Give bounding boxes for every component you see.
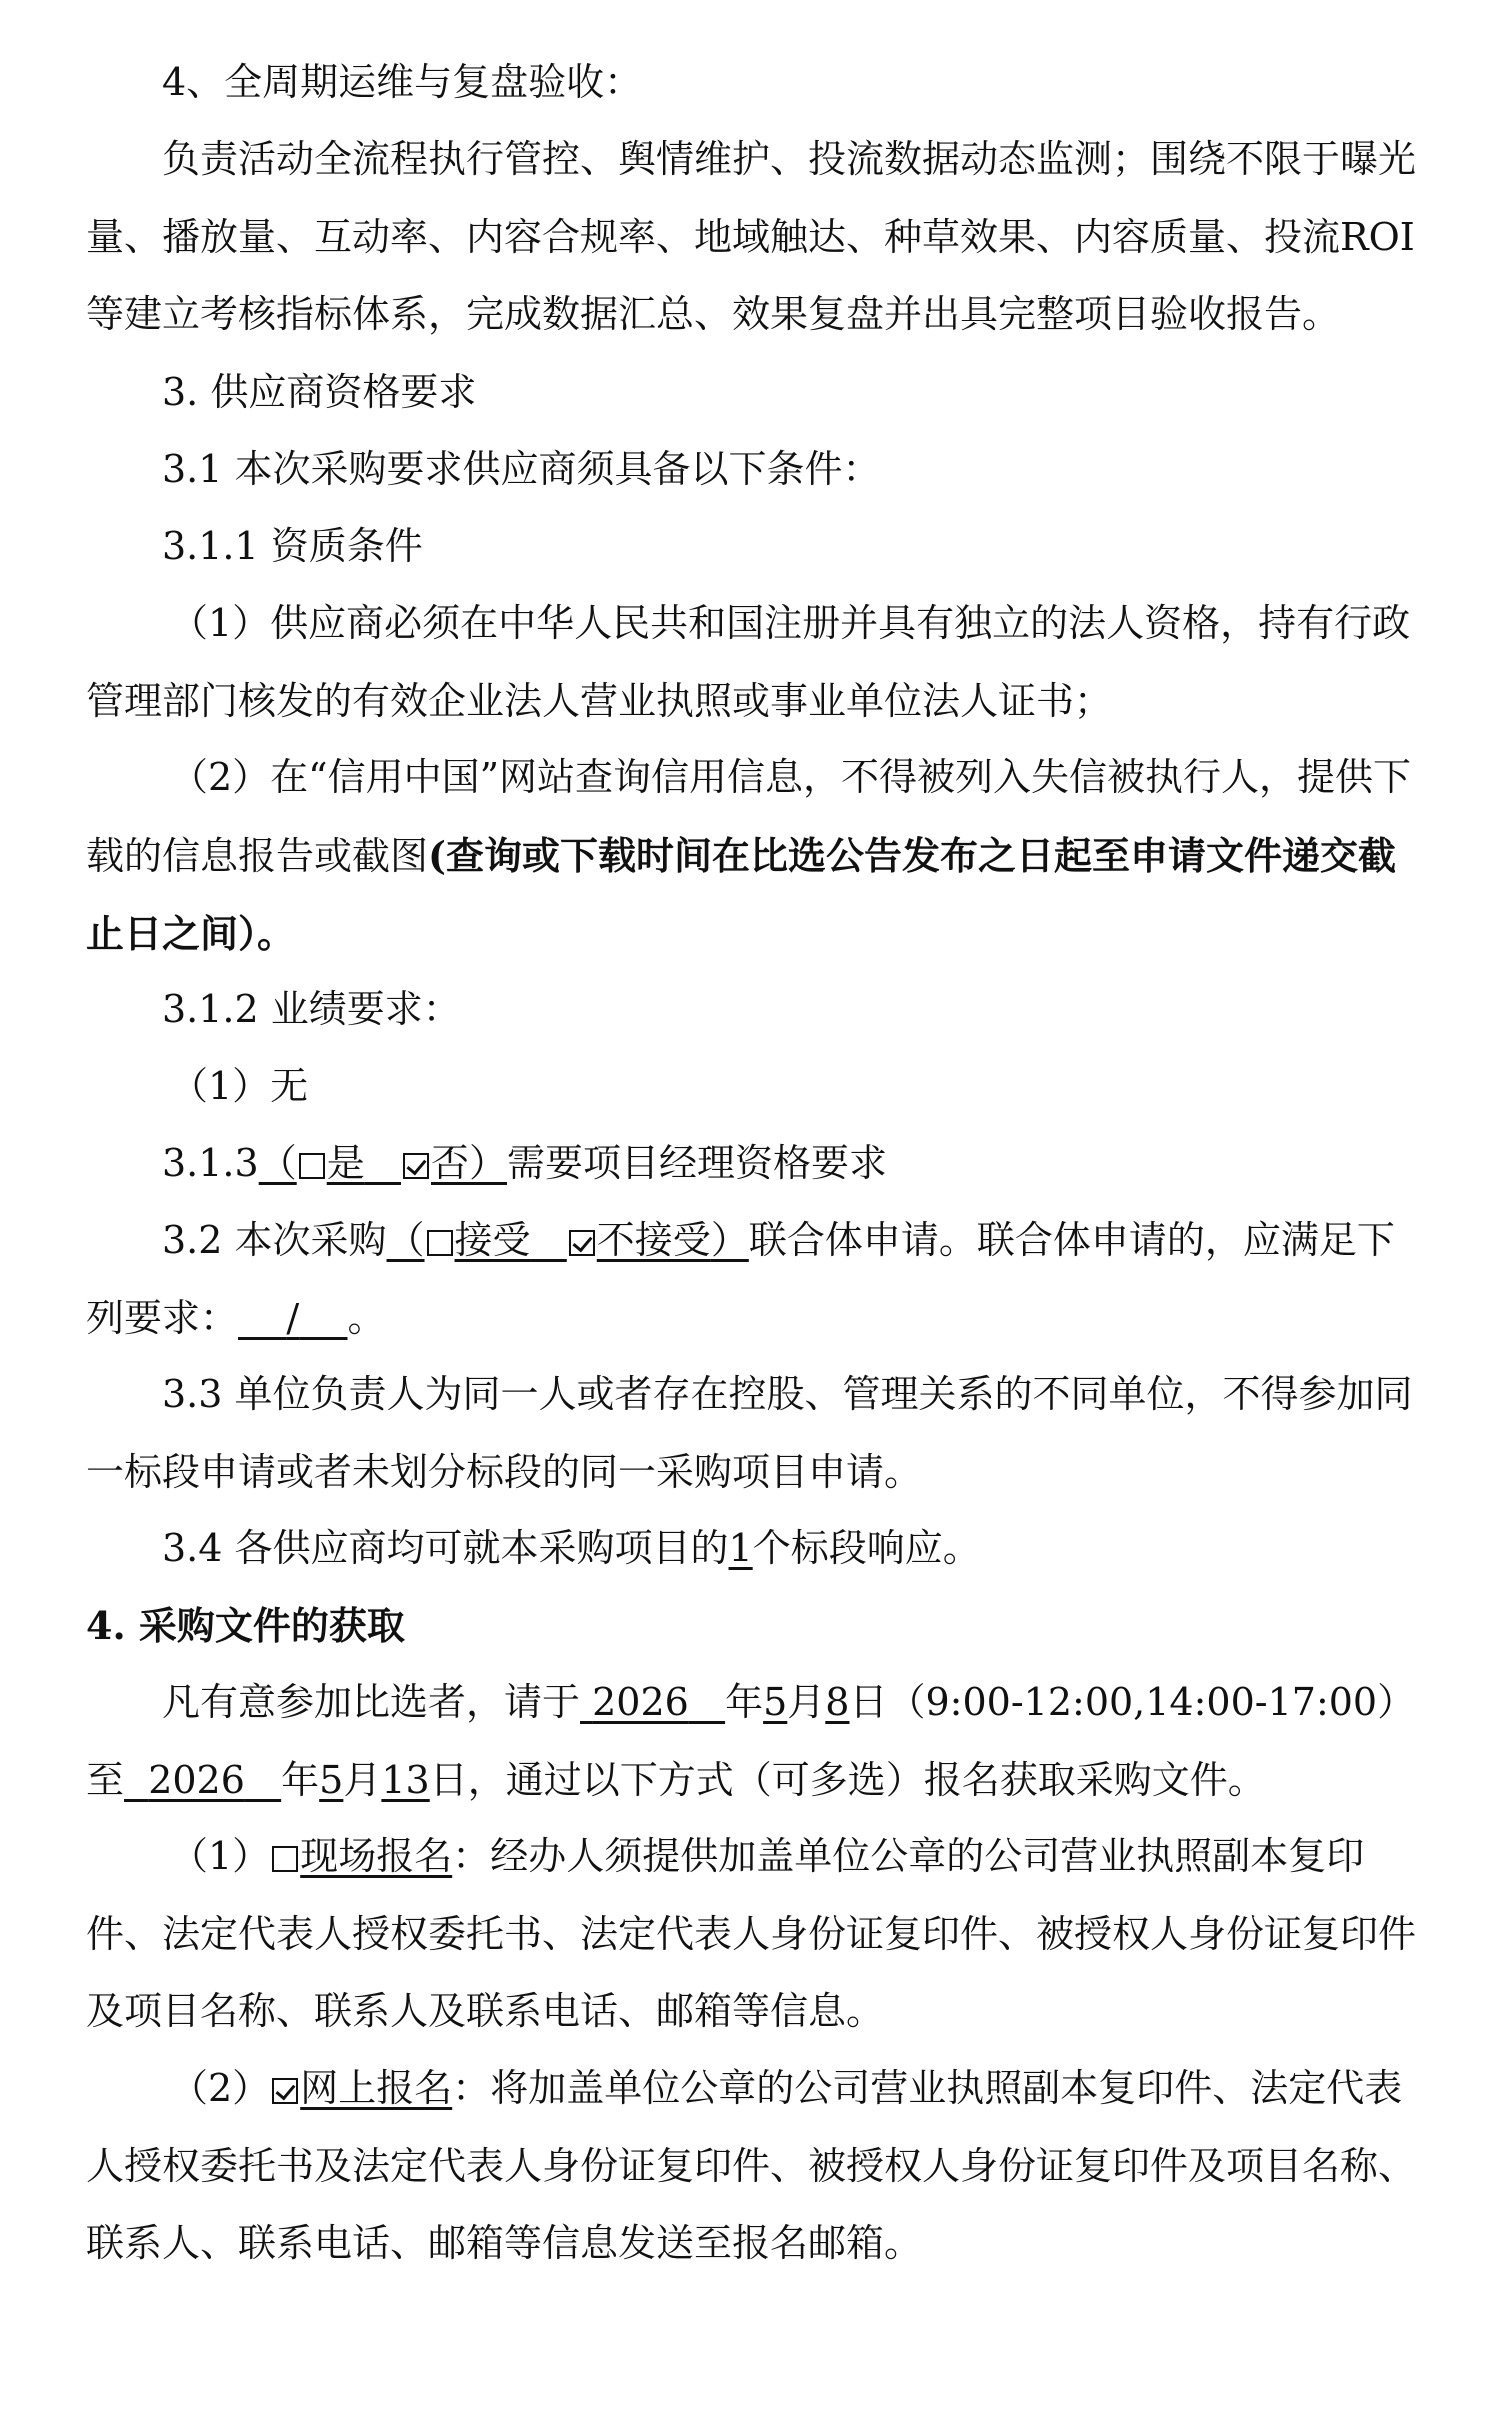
qualification-item-2-bold: (查询或下载时间在比选公告发布之日起至申请文件递交截止日之间）。 xyxy=(86,832,1396,956)
online-number: （2） xyxy=(170,2066,271,2110)
qualification-3-1-1 xyxy=(86,508,1421,586)
qualification-3-2-prefix: 3.2 本次采购 xyxy=(162,1218,387,1262)
qualification-3-1-3-suffix: 需要项目经理资格要求 xyxy=(507,1141,888,1185)
qualification-3-1-text: 3.1 本次采购要求供应商须具备以下条件： xyxy=(162,447,881,491)
qualification-3-1-3-prefix: 3.1.3 xyxy=(162,1141,259,1185)
onsite-text: ：经办人须提供加盖单位公章的公司营业执照副本复印件、法定代表人授权委托书、法定代表人身份证复印件、被授权人身份证复印件及项目名称、联系人及联系电话、邮箱等信息。 xyxy=(86,1834,1417,2033)
pm-no-checkbox[interactable] xyxy=(403,1153,429,1179)
consortium-accept-label: 接受 xyxy=(454,1218,531,1262)
ops-body xyxy=(86,121,1421,354)
online-text: ：将加盖单位公章的公司营业执照副本复印件、法定代表人授权委托书及法定代表人身份证复印件、被授权人身份证复印件及项目名称、联系人、联系电话、邮箱等信息发送至报名邮箱。 xyxy=(86,2066,1417,2265)
pm-yes-label: 是 xyxy=(326,1141,365,1185)
onsite-label: 现场报名 xyxy=(300,1834,453,1878)
start-day: 8 xyxy=(825,1680,850,1724)
ops-heading-text: 4、全周期运维与复盘验收： xyxy=(162,60,643,104)
ops-heading xyxy=(86,44,1421,122)
end-month: 5 xyxy=(319,1757,344,1802)
qualification-3-2: 3.2 本次采购（ 接受 不接受）联合体申请。联合体申请的，应满足下列要求： / 。 xyxy=(86,1202,1421,1357)
qualification-3-3-text: 3.3 单位负责人为同一人或者存在控股、管理关系的不同单位，不得参加同一标段申请或者未划分标段的同一采购项目申请。 xyxy=(86,1372,1413,1494)
registration-intro: 凡有意参加比选者，请于 xyxy=(162,1680,581,1724)
consortium-requirement-value: / xyxy=(286,1295,300,1340)
qualification-item-2-text: （2）在“信用中国”网站查询信用信息，不得被列入失信被执行人，提供下载的信息报告或截图 xyxy=(86,755,1412,878)
online-registration xyxy=(86,2050,1421,2283)
qualification-3-1-3 xyxy=(86,1125,1421,1203)
qualification-3-1-1-text: 3.1.1 资质条件 xyxy=(162,524,423,568)
pm-requirement-options: （ 是 否） xyxy=(258,1141,508,1185)
pm-yes-checkbox[interactable] xyxy=(299,1153,325,1179)
ops-body-text: 负责活动全流程执行管控、舆情维护、投流数据动态监测；围绕不限于曝光量、播放量、互动率、内容合规率、地域触达、种草效果、内容质量、投流ROI等建立考核指标体系，完成数据汇总、效果复盘并出具完整项目验收报告。 xyxy=(86,137,1417,336)
start-year-field xyxy=(580,1664,725,1742)
online-checkbox[interactable] xyxy=(272,2078,298,2104)
consortium-reject-checkbox[interactable] xyxy=(569,1230,595,1256)
consortium-reject-label: 不接受 xyxy=(596,1218,711,1262)
lot-count: 1 xyxy=(728,1526,753,1570)
registration-method-note: 日，通过以下方式（可多选）报名获取采购文件。 xyxy=(429,1757,1266,1802)
procurement-docs-heading-text: 4. 采购文件的获取 xyxy=(86,1603,405,1648)
qualification-3-2-suffix: 联合体申请。联合体申请的，应满足下列要求： xyxy=(86,1218,1395,1340)
qualification-3-4-prefix: 3.4 各供应商均可就本采购项目的 xyxy=(162,1526,729,1570)
consortium-requirement-blank xyxy=(238,1280,347,1358)
onsite-registration xyxy=(86,1818,1421,2051)
qualification-3-1-2-item-text: （1）无 xyxy=(170,1064,309,1108)
qualification-item-1-text: （1）供应商必须在中华人民共和国注册并具有独立的法人资格，持有行政管理部门核发的有效企业法人营业执照或事业单位法人证书； xyxy=(86,601,1411,723)
qualification-item-2 xyxy=(86,739,1421,974)
qualification-3-1-2-item xyxy=(86,1048,1421,1126)
onsite-number: （1） xyxy=(170,1834,271,1878)
registration-period: 凡有意参加比选者，请于 2026 年5月8日（9:00-12:00,14:00-17:00）至 2026 年5月13日，通过以下方式（可多选）报名获取采购文件。 xyxy=(86,1664,1421,1819)
end-day: 13 xyxy=(381,1757,430,1802)
start-month: 5 xyxy=(763,1680,788,1724)
qualification-3-4 xyxy=(86,1510,1421,1588)
procurement-docs-heading xyxy=(86,1587,1421,1665)
qualification-3-4-suffix: 个标段响应。 xyxy=(752,1526,981,1570)
qualification-heading xyxy=(86,354,1421,432)
onsite-checkbox[interactable] xyxy=(272,1846,298,1872)
consortium-options: （ 接受 不接受） xyxy=(386,1218,749,1262)
start-year: 2026 xyxy=(592,1680,689,1724)
online-label: 网上报名 xyxy=(300,2066,453,2110)
registration-hours: 日（9:00-12:00,14:00-17:00）至 xyxy=(86,1680,1416,1802)
qualification-3-1 xyxy=(86,431,1421,509)
qualification-heading-text: 3. 供应商资格要求 xyxy=(162,370,477,414)
consortium-accept-checkbox[interactable] xyxy=(427,1230,453,1256)
qualification-3-1-2-text: 3.1.2 业绩要求： xyxy=(162,987,461,1031)
qualification-item-1 xyxy=(86,585,1421,740)
end-year-field xyxy=(124,1742,281,1820)
pm-no-label: 否 xyxy=(430,1141,469,1185)
qualification-3-1-2 xyxy=(86,971,1421,1049)
end-year: 2026 xyxy=(148,1757,245,1802)
qualification-3-3 xyxy=(86,1356,1421,1511)
